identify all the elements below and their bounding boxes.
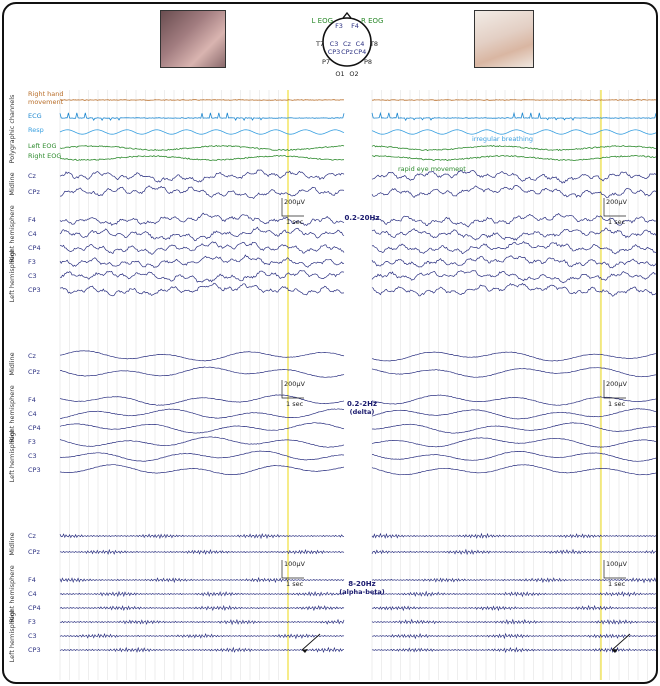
eeg-trace-left-cp3: [60, 465, 344, 475]
time-scale-label: 1 sec: [286, 580, 304, 588]
eeg-trace-right-f3: [372, 256, 656, 268]
electrode-c4: C4: [355, 40, 365, 48]
eeg-trace-left-cpz: [60, 550, 344, 554]
filter-band-label: 8-20Hz: [348, 580, 376, 588]
channel-label-f4: F4: [28, 576, 36, 584]
eeg-trace-left-f3: [60, 620, 344, 624]
channel-label-cp3: CP3: [28, 646, 41, 654]
group-label-right-hemisphere: Right hemisphere: [8, 565, 16, 623]
channel-label-cz: Cz: [28, 532, 36, 540]
poly-label-0: Right hand: [28, 90, 64, 98]
eeg-trace-right-cp3: [372, 465, 656, 475]
poly-trace-left-2: [60, 130, 344, 134]
channel-label-cp3: CP3: [28, 286, 41, 294]
eeg-trace-right-cpz: [372, 185, 656, 197]
eeg-trace-right-cpz: [372, 368, 656, 378]
eeg-trace-right-f3: [372, 620, 656, 624]
eeg-trace-left-c3: [60, 634, 344, 638]
poly-trace-right-4: [372, 155, 656, 160]
channel-label-cz: Cz: [28, 352, 36, 360]
eeg-trace-left-cp4: [60, 423, 344, 434]
poly-label-2: Resp: [28, 126, 44, 134]
group-label-midline: Midline: [8, 352, 16, 376]
channel-label-c4: C4: [28, 410, 37, 418]
electrode-cpz: CPz: [341, 48, 353, 56]
channel-label-f4: F4: [28, 396, 36, 404]
eeg-trace-right-cp4: [372, 242, 656, 254]
channel-label-cp4: CP4: [28, 424, 41, 432]
eeg-trace-left-cz: [60, 351, 344, 361]
eeg-trace-left-c4: [60, 227, 344, 241]
eeg-trace-right-cpz: [372, 550, 656, 554]
eeg-trace-left-c3: [60, 271, 344, 283]
poly-trace-right-0: [372, 100, 656, 101]
eeg-trace-right-c4: [372, 409, 656, 419]
electrode-cz: Cz: [343, 40, 351, 48]
electrode-t7: T7: [315, 40, 325, 48]
channel-label-cpz: CPz: [28, 548, 40, 556]
poly-trace-left-3: [60, 146, 344, 151]
amplitude-scale-label: 100μV: [284, 560, 305, 568]
group-label-right-hemisphere: Right hemisphere: [8, 385, 16, 443]
eeg-trace-left-cz: [60, 170, 344, 182]
channel-label-f3: F3: [28, 258, 36, 266]
amplitude-scale-label: 200μV: [284, 198, 305, 206]
electrode-o1: O1: [335, 70, 345, 78]
figure-frame: [2, 2, 658, 684]
channel-label-c4: C4: [28, 590, 37, 598]
channel-label-cz: Cz: [28, 172, 36, 180]
eeg-trace-left-cp4: [60, 242, 344, 254]
poly-label-0: movement: [28, 98, 64, 106]
eeg-trace-left-cp3: [60, 648, 344, 652]
channel-label-cp4: CP4: [28, 244, 41, 252]
eeg-figure: [4, 4, 656, 682]
eeg-trace-left-cpz: [60, 186, 344, 199]
filter-band-sublabel: (delta): [349, 408, 375, 416]
filter-band-label: 0.2-20Hz: [344, 214, 380, 222]
channel-label-c4: C4: [28, 230, 37, 238]
eeg-trace-right-cp4: [372, 423, 656, 434]
poly-trace-left-1: [60, 113, 344, 120]
eeg-trace-left-c4: [60, 592, 344, 596]
poly-trace-right-2: [372, 130, 656, 134]
poly-label-4: Right EOG: [28, 152, 62, 160]
electrode-cp3: CP3: [327, 48, 341, 56]
poly-label-3: Left EOG: [28, 142, 57, 150]
eeg-trace-right-c3: [372, 451, 656, 461]
group-label-left-hemisphere: Left hemisphere: [8, 249, 16, 303]
polygraphic-group-label: Polygraphic channels: [8, 94, 16, 164]
channel-label-c3: C3: [28, 452, 37, 460]
amplitude-scale-label: 200μV: [606, 380, 627, 388]
eeg-trace-right-cp3: [372, 283, 656, 296]
poly-trace-left-0: [60, 100, 344, 101]
electrode-p8: P8: [363, 58, 373, 66]
time-scale-label: 1 sec: [286, 400, 304, 408]
electrode-t8: T8: [369, 40, 379, 48]
eeg-trace-right-c3: [372, 634, 656, 638]
eeg-trace-left-cp3: [60, 283, 344, 296]
eeg-trace-left-c4: [60, 409, 344, 419]
eeg-trace-right-cz: [372, 352, 656, 361]
time-scale-label: 1 sec: [608, 580, 626, 588]
eeg-trace-right-cz: [372, 534, 656, 538]
electrode-f4: F4: [351, 22, 359, 30]
eeg-trace-left-f3: [60, 255, 344, 267]
eeg-trace-right-f3: [372, 438, 656, 448]
eeg-trace-left-cpz: [60, 367, 344, 377]
channel-label-cpz: CPz: [28, 368, 40, 376]
amplitude-scale-label: 200μV: [284, 380, 305, 388]
eeg-trace-right-c4: [372, 592, 656, 597]
annotation-irregular-breathing: irregular breathing: [472, 135, 534, 143]
group-label-left-hemisphere: Left hemisphere: [8, 609, 16, 663]
group-label-right-hemisphere: Right hemisphere: [8, 205, 16, 263]
poly-trace-left-4: [60, 155, 344, 160]
eeg-trace-right-c3: [372, 271, 656, 283]
channel-label-cp3: CP3: [28, 466, 41, 474]
electrode-c3: C3: [329, 40, 339, 48]
channel-label-cpz: CPz: [28, 188, 40, 196]
eeg-trace-left-cp4: [60, 606, 344, 610]
time-scale-label: 1 sec: [286, 218, 304, 226]
eeg-trace-left-c3: [60, 451, 344, 461]
channel-label-c3: C3: [28, 272, 37, 280]
channel-label-c3: C3: [28, 632, 37, 640]
group-label-midline: Midline: [8, 172, 16, 196]
electrode-o2: O2: [349, 70, 359, 78]
time-scale-label: 1 sec: [608, 400, 626, 408]
annotation-rapid-eye-movement: rapid eye movement: [398, 165, 466, 173]
channel-label-f3: F3: [28, 438, 36, 446]
time-scale-label: 1 sec: [608, 218, 626, 226]
poly-trace-right-3: [372, 146, 656, 151]
poly-trace-right-1: [372, 113, 656, 121]
electrode-cp4: CP4: [353, 48, 367, 56]
amplitude-scale-label: 200μV: [606, 198, 627, 206]
montage-left-eog: L EOG: [311, 17, 333, 25]
channel-label-f3: F3: [28, 618, 36, 626]
montage-right-eog: R EOG: [361, 17, 384, 25]
channel-label-f4: F4: [28, 216, 36, 224]
poly-label-1: ECG: [28, 112, 42, 120]
group-label-left-hemisphere: Left hemisphere: [8, 429, 16, 483]
amplitude-scale-label: 100μV: [606, 560, 627, 568]
filter-band-label: 0.2-2Hz: [346, 400, 378, 408]
channel-label-cp4: CP4: [28, 604, 41, 612]
electrode-f3: F3: [335, 22, 343, 30]
eeg-trace-right-c4: [372, 228, 656, 240]
eeg-trace-left-cz: [60, 534, 344, 538]
eeg-trace-right-cp4: [372, 606, 656, 610]
eeg-trace-left-f3: [60, 437, 344, 448]
filter-band-sublabel: (alpha-beta): [339, 588, 385, 596]
group-label-midline: Midline: [8, 532, 16, 556]
electrode-p7: P7: [321, 58, 331, 66]
